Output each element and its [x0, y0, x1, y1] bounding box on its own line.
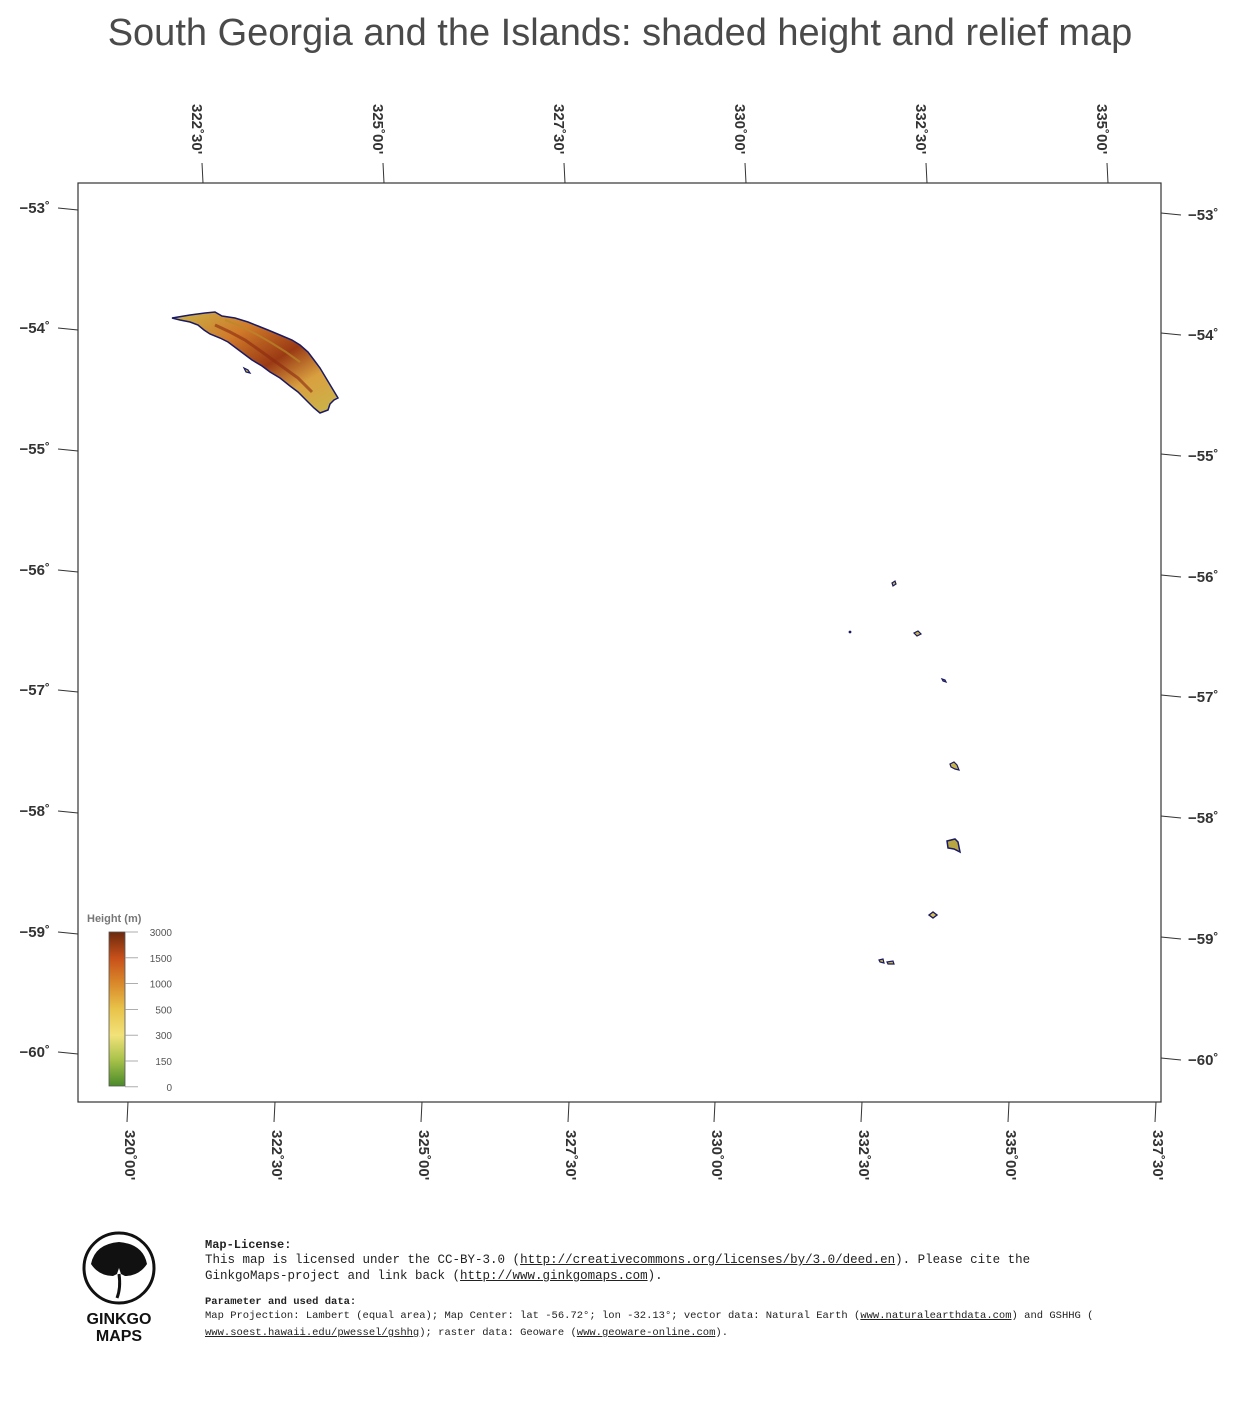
left-tick-label: −53˚ [19, 200, 50, 217]
top-tick-mark [1107, 163, 1108, 183]
left-tick-label: −58˚ [19, 803, 50, 820]
bottom-tick-mark [127, 1102, 128, 1122]
left-tick-mark [58, 208, 78, 210]
bottom-tick-label: 322˚30' [268, 1130, 285, 1181]
bottom-tick-mark [421, 1102, 422, 1122]
params-heading: Parameter and used data: [205, 1296, 357, 1308]
ginkgo-maps-logo [76, 1230, 162, 1345]
top-tick-mark [745, 163, 746, 183]
naturalearth-link[interactable]: www.naturalearthdata.com [860, 1310, 1012, 1322]
top-tick-label: 335˚00' [1093, 104, 1110, 155]
bottom-tick-label: 320˚00' [121, 1130, 138, 1181]
right-tick-mark [1161, 937, 1181, 939]
left-tick-label: −54˚ [19, 320, 50, 337]
legend-label: 300 [155, 1031, 172, 1043]
left-tick-mark [58, 570, 78, 572]
bottom-tick-mark [861, 1102, 862, 1122]
left-tick-mark [58, 328, 78, 330]
right-tick-label: −60˚ [1188, 1052, 1219, 1069]
geoware-link[interactable]: www.geoware-online.com [576, 1327, 716, 1339]
bottom-tick-label: 332˚30' [855, 1130, 872, 1181]
top-tick-mark [564, 163, 565, 183]
left-tick-mark [58, 1052, 78, 1054]
right-tick-label: −54˚ [1188, 327, 1219, 344]
bottom-tick-label: 327˚30' [562, 1130, 579, 1181]
right-tick-mark [1161, 454, 1181, 456]
right-tick-mark [1161, 1058, 1181, 1060]
right-tick-mark [1161, 213, 1181, 215]
cc-license-link[interactable]: http://creativecommons.org/licenses/by/3.0/deed.en [520, 1253, 896, 1267]
license-text: This map is licensed under the CC-BY-3.0 (http://creativecommons.org/licenses/by/3.0/deed.en). Please cite the GinkgoMaps-project and link back (http://www.ginkgomaps.com). [205, 1253, 1031, 1283]
top-tick-label: 332˚30' [912, 104, 929, 155]
params-text: Map Projection: Lambert (equal area); Map Center: lat -56.72°; lon -32.13°; vector data: Natural Earth (www.naturalearthdata.com) and GSHHG ( www.soest.hawaii.edu/pwessel/gshhg); raster data: Geoware (www.geoware-online.com). [205, 1310, 1094, 1339]
legend-label: 150 [155, 1057, 172, 1068]
right-tick-mark [1161, 816, 1181, 818]
legend-label: 500 [155, 1005, 172, 1017]
legend-label: 3000 [149, 928, 172, 939]
top-tick-label: 327˚30' [550, 104, 567, 155]
top-tick-label: 325˚00' [369, 104, 386, 155]
left-tick-mark [58, 811, 78, 813]
right-tick-mark [1161, 575, 1181, 577]
bottom-tick-label: 335˚00' [1002, 1130, 1019, 1181]
top-tick-mark [926, 163, 927, 183]
license-block [205, 1238, 1205, 1342]
left-tick-mark [58, 932, 78, 934]
right-tick-mark [1161, 333, 1181, 335]
logo-line2: MAPS [95, 1328, 143, 1345]
legend-label: 1500 [149, 953, 172, 965]
bottom-tick-label: 330˚00' [708, 1130, 725, 1181]
right-tick-label: −57˚ [1188, 689, 1219, 706]
top-tick-label: 330˚00' [731, 104, 748, 155]
ginkgomaps-link[interactable]: http://www.ginkgomaps.com [460, 1269, 648, 1283]
right-tick-mark [1161, 695, 1181, 697]
license-heading: Map-License: [205, 1238, 292, 1252]
left-tick-label: −60˚ [19, 1044, 50, 1061]
top-tick-label: 322˚30' [188, 104, 205, 155]
top-tick-mark [202, 163, 203, 183]
bottom-tick-mark [714, 1102, 715, 1122]
ginkgo-leaf-icon [81, 1230, 157, 1306]
legend-color-bar [109, 932, 125, 1086]
left-tick-label: −56˚ [19, 562, 50, 579]
left-tick-mark [58, 690, 78, 692]
gshhg-link[interactable]: www.soest.hawaii.edu/pwessel/gshhg [205, 1327, 420, 1339]
legend-title: Height (m) [87, 913, 142, 925]
left-tick-label: −57˚ [19, 682, 50, 699]
bottom-tick-label: 337˚30' [1149, 1130, 1166, 1181]
bottom-tick-label: 325˚00' [415, 1130, 432, 1181]
right-tick-label: −58˚ [1188, 810, 1219, 827]
right-tick-label: −55˚ [1188, 448, 1219, 465]
right-tick-label: −59˚ [1188, 931, 1219, 948]
map-title: South Georgia and the Islands: shaded height and relief map [107, 12, 1133, 54]
top-tick-mark [383, 163, 384, 183]
legend-label: 1000 [149, 979, 172, 991]
bottom-tick-mark [274, 1102, 275, 1122]
logo-line1: GINKGO [86, 1311, 152, 1328]
bottom-tick-mark [568, 1102, 569, 1122]
left-tick-mark [58, 449, 78, 451]
legend-label: 0 [166, 1082, 172, 1094]
bottom-tick-mark [1155, 1102, 1156, 1122]
left-tick-label: −59˚ [19, 924, 50, 941]
right-tick-label: −53˚ [1188, 207, 1219, 224]
right-tick-label: −56˚ [1188, 569, 1219, 586]
bottom-tick-mark [1008, 1102, 1009, 1122]
left-tick-label: −55˚ [19, 441, 50, 458]
